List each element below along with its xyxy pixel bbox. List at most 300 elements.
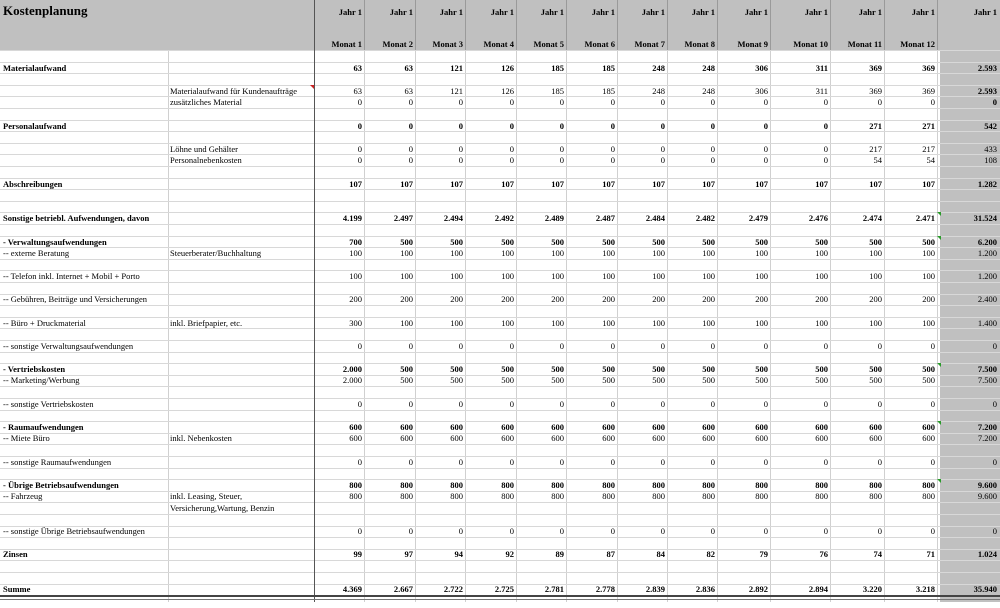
value-cell[interactable]: 2.894 bbox=[808, 584, 828, 594]
value-cell[interactable]: 248 bbox=[652, 86, 665, 96]
value-cell[interactable]: 0 bbox=[823, 144, 828, 154]
total-cell[interactable]: 1.282 bbox=[977, 179, 997, 189]
value-cell[interactable]: 0 bbox=[559, 144, 564, 154]
value-cell[interactable]: 0 bbox=[877, 97, 882, 107]
total-cell[interactable]: 7.500 bbox=[977, 364, 997, 374]
value-cell[interactable]: 300 bbox=[349, 318, 362, 328]
value-cell[interactable]: 100 bbox=[652, 318, 665, 328]
value-cell[interactable]: 100 bbox=[349, 271, 362, 281]
value-cell[interactable]: 0 bbox=[408, 155, 413, 165]
value-cell[interactable]: 800 bbox=[922, 480, 935, 490]
value-cell[interactable]: 0 bbox=[763, 457, 768, 467]
total-cell[interactable]: 9.600 bbox=[977, 491, 997, 501]
value-cell[interactable]: 100 bbox=[450, 271, 463, 281]
value-cell[interactable]: 600 bbox=[869, 422, 882, 432]
value-cell[interactable]: 2.476 bbox=[808, 213, 828, 223]
total-cell[interactable]: 0 bbox=[992, 526, 997, 536]
total-cell[interactable]: 2.593 bbox=[977, 63, 997, 73]
value-cell[interactable]: 500 bbox=[922, 375, 935, 385]
value-cell[interactable]: 500 bbox=[450, 364, 463, 374]
value-cell[interactable]: 2.836 bbox=[695, 584, 715, 594]
value-cell[interactable]: 248 bbox=[702, 63, 715, 73]
value-cell[interactable]: 185 bbox=[551, 86, 564, 96]
value-cell[interactable]: 107 bbox=[922, 179, 935, 189]
value-cell[interactable]: 121 bbox=[450, 86, 463, 96]
value-cell[interactable]: 2.474 bbox=[862, 213, 882, 223]
value-cell[interactable]: 100 bbox=[869, 271, 882, 281]
value-cell[interactable]: 107 bbox=[815, 179, 828, 189]
value-cell[interactable]: 100 bbox=[602, 271, 615, 281]
value-cell[interactable]: 0 bbox=[763, 341, 768, 351]
value-cell[interactable]: 600 bbox=[551, 433, 564, 443]
value-cell[interactable]: 0 bbox=[660, 399, 665, 409]
value-cell[interactable]: 0 bbox=[458, 399, 463, 409]
value-cell[interactable]: 100 bbox=[400, 271, 413, 281]
value-cell[interactable]: 600 bbox=[400, 422, 413, 432]
value-cell[interactable]: 0 bbox=[458, 121, 463, 131]
value-cell[interactable]: 600 bbox=[501, 422, 514, 432]
value-cell[interactable]: 0 bbox=[763, 144, 768, 154]
value-cell[interactable]: 2.778 bbox=[595, 584, 615, 594]
value-cell[interactable]: 369 bbox=[869, 63, 882, 73]
value-cell[interactable]: 0 bbox=[509, 121, 514, 131]
value-cell[interactable]: 600 bbox=[501, 433, 514, 443]
value-cell[interactable]: 0 bbox=[763, 155, 768, 165]
value-cell[interactable]: 369 bbox=[922, 63, 935, 73]
value-cell[interactable]: 74 bbox=[873, 549, 882, 559]
value-cell[interactable]: 600 bbox=[869, 433, 882, 443]
value-cell[interactable]: 63 bbox=[404, 86, 413, 96]
value-cell[interactable]: 200 bbox=[602, 294, 615, 304]
value-cell[interactable]: 500 bbox=[755, 375, 768, 385]
value-cell[interactable]: 600 bbox=[652, 433, 665, 443]
value-cell[interactable]: 600 bbox=[755, 433, 768, 443]
value-cell[interactable]: 100 bbox=[501, 271, 514, 281]
value-cell[interactable]: 79 bbox=[759, 549, 768, 559]
value-cell[interactable]: 0 bbox=[930, 399, 935, 409]
value-cell[interactable]: 800 bbox=[501, 491, 514, 501]
total-cell[interactable]: 35.940 bbox=[973, 584, 997, 594]
value-cell[interactable]: 0 bbox=[458, 341, 463, 351]
value-cell[interactable]: 100 bbox=[922, 318, 935, 328]
value-cell[interactable]: 0 bbox=[559, 341, 564, 351]
value-cell[interactable]: 126 bbox=[501, 86, 514, 96]
value-cell[interactable]: 369 bbox=[922, 86, 935, 96]
value-cell[interactable]: 0 bbox=[408, 97, 413, 107]
value-cell[interactable]: 800 bbox=[652, 480, 665, 490]
value-cell[interactable]: 0 bbox=[877, 341, 882, 351]
value-cell[interactable]: 500 bbox=[400, 237, 413, 247]
value-cell[interactable]: 306 bbox=[755, 63, 768, 73]
value-cell[interactable]: 4.369 bbox=[342, 584, 362, 594]
value-cell[interactable]: 97 bbox=[404, 549, 413, 559]
value-cell[interactable]: 217 bbox=[869, 144, 882, 154]
value-cell[interactable]: 800 bbox=[400, 480, 413, 490]
value-cell[interactable]: 0 bbox=[930, 457, 935, 467]
value-cell[interactable]: 121 bbox=[450, 63, 463, 73]
value-cell[interactable]: 800 bbox=[702, 491, 715, 501]
value-cell[interactable]: 248 bbox=[652, 63, 665, 73]
value-cell[interactable]: 126 bbox=[501, 63, 514, 73]
value-cell[interactable]: 0 bbox=[930, 97, 935, 107]
value-cell[interactable]: 0 bbox=[509, 144, 514, 154]
total-cell[interactable]: 1.200 bbox=[977, 248, 997, 258]
value-cell[interactable]: 800 bbox=[602, 480, 615, 490]
value-cell[interactable]: 311 bbox=[815, 86, 828, 96]
value-cell[interactable]: 100 bbox=[450, 248, 463, 258]
value-cell[interactable]: 107 bbox=[450, 179, 463, 189]
value-cell[interactable]: 100 bbox=[400, 248, 413, 258]
value-cell[interactable]: 500 bbox=[869, 375, 882, 385]
value-cell[interactable]: 107 bbox=[400, 179, 413, 189]
value-cell[interactable]: 500 bbox=[450, 237, 463, 247]
value-cell[interactable]: 200 bbox=[702, 294, 715, 304]
total-cell[interactable]: 108 bbox=[984, 155, 997, 165]
value-cell[interactable]: 600 bbox=[602, 422, 615, 432]
value-cell[interactable]: 100 bbox=[551, 248, 564, 258]
value-cell[interactable]: 0 bbox=[930, 341, 935, 351]
value-cell[interactable]: 500 bbox=[602, 375, 615, 385]
value-cell[interactable]: 200 bbox=[400, 294, 413, 304]
value-cell[interactable]: 2.497 bbox=[393, 213, 413, 223]
value-cell[interactable]: 600 bbox=[755, 422, 768, 432]
value-cell[interactable]: 0 bbox=[559, 97, 564, 107]
value-cell[interactable]: 0 bbox=[710, 155, 715, 165]
value-cell[interactable]: 94 bbox=[454, 549, 463, 559]
value-cell[interactable]: 200 bbox=[869, 294, 882, 304]
value-cell[interactable]: 0 bbox=[610, 121, 615, 131]
value-cell[interactable]: 185 bbox=[602, 63, 615, 73]
value-cell[interactable]: 0 bbox=[610, 526, 615, 536]
value-cell[interactable]: 0 bbox=[509, 155, 514, 165]
total-cell[interactable]: 7.200 bbox=[977, 422, 997, 432]
value-cell[interactable]: 500 bbox=[400, 364, 413, 374]
value-cell[interactable]: 0 bbox=[408, 526, 413, 536]
value-cell[interactable]: 600 bbox=[450, 433, 463, 443]
value-cell[interactable]: 0 bbox=[610, 155, 615, 165]
value-cell[interactable]: 107 bbox=[869, 179, 882, 189]
value-cell[interactable]: 0 bbox=[710, 144, 715, 154]
value-cell[interactable]: 800 bbox=[349, 491, 362, 501]
value-cell[interactable]: 200 bbox=[551, 294, 564, 304]
value-cell[interactable]: 185 bbox=[602, 86, 615, 96]
value-cell[interactable]: 500 bbox=[702, 375, 715, 385]
value-cell[interactable]: 2.471 bbox=[915, 213, 935, 223]
value-cell[interactable]: 600 bbox=[922, 422, 935, 432]
value-cell[interactable]: 107 bbox=[602, 179, 615, 189]
value-cell[interactable]: 500 bbox=[450, 375, 463, 385]
value-cell[interactable]: 185 bbox=[551, 63, 564, 73]
value-cell[interactable]: 100 bbox=[652, 271, 665, 281]
value-cell[interactable]: 700 bbox=[349, 237, 362, 247]
value-cell[interactable]: 500 bbox=[602, 364, 615, 374]
value-cell[interactable]: 600 bbox=[450, 422, 463, 432]
value-cell[interactable]: 63 bbox=[353, 63, 362, 73]
value-cell[interactable]: 0 bbox=[823, 399, 828, 409]
value-cell[interactable]: 100 bbox=[755, 271, 768, 281]
value-cell[interactable]: 0 bbox=[763, 526, 768, 536]
value-cell[interactable]: 0 bbox=[458, 144, 463, 154]
value-cell[interactable]: 0 bbox=[458, 155, 463, 165]
total-cell[interactable]: 0 bbox=[992, 399, 997, 409]
total-cell[interactable]: 2.400 bbox=[977, 294, 997, 304]
value-cell[interactable]: 500 bbox=[815, 364, 828, 374]
value-cell[interactable]: 500 bbox=[551, 375, 564, 385]
value-cell[interactable]: 500 bbox=[400, 375, 413, 385]
total-cell[interactable]: 7.500 bbox=[977, 375, 997, 385]
value-cell[interactable]: 100 bbox=[815, 318, 828, 328]
value-cell[interactable]: 2.489 bbox=[544, 213, 564, 223]
value-cell[interactable]: 0 bbox=[357, 144, 362, 154]
value-cell[interactable]: 0 bbox=[509, 341, 514, 351]
value-cell[interactable]: 2.479 bbox=[748, 213, 768, 223]
value-cell[interactable]: 63 bbox=[404, 63, 413, 73]
value-cell[interactable]: 800 bbox=[501, 480, 514, 490]
value-cell[interactable]: 0 bbox=[660, 97, 665, 107]
value-cell[interactable]: 0 bbox=[559, 399, 564, 409]
total-cell[interactable]: 9.600 bbox=[977, 480, 997, 490]
value-cell[interactable]: 2.667 bbox=[393, 584, 413, 594]
total-cell[interactable]: 31.524 bbox=[973, 213, 997, 223]
value-cell[interactable]: 200 bbox=[815, 294, 828, 304]
value-cell[interactable]: 100 bbox=[815, 248, 828, 258]
value-cell[interactable]: 76 bbox=[819, 549, 828, 559]
value-cell[interactable]: 500 bbox=[551, 364, 564, 374]
value-cell[interactable]: 800 bbox=[869, 491, 882, 501]
value-cell[interactable]: 100 bbox=[501, 318, 514, 328]
value-cell[interactable]: 2.487 bbox=[595, 213, 615, 223]
value-cell[interactable]: 100 bbox=[869, 248, 882, 258]
value-cell[interactable]: 0 bbox=[509, 399, 514, 409]
value-cell[interactable]: 500 bbox=[869, 237, 882, 247]
value-cell[interactable]: 0 bbox=[357, 341, 362, 351]
value-cell[interactable]: 0 bbox=[610, 341, 615, 351]
value-cell[interactable]: 200 bbox=[450, 294, 463, 304]
value-cell[interactable]: 500 bbox=[702, 237, 715, 247]
value-cell[interactable]: 800 bbox=[349, 480, 362, 490]
value-cell[interactable]: 500 bbox=[922, 364, 935, 374]
value-cell[interactable]: 600 bbox=[922, 433, 935, 443]
total-cell[interactable]: 2.593 bbox=[977, 86, 997, 96]
value-cell[interactable]: 2.494 bbox=[443, 213, 463, 223]
value-cell[interactable]: 0 bbox=[877, 526, 882, 536]
value-cell[interactable]: 107 bbox=[349, 179, 362, 189]
value-cell[interactable]: 71 bbox=[926, 549, 935, 559]
value-cell[interactable]: 800 bbox=[450, 491, 463, 501]
value-cell[interactable]: 100 bbox=[551, 271, 564, 281]
value-cell[interactable]: 107 bbox=[551, 179, 564, 189]
value-cell[interactable]: 800 bbox=[551, 491, 564, 501]
value-cell[interactable]: 100 bbox=[400, 318, 413, 328]
value-cell[interactable]: 0 bbox=[509, 457, 514, 467]
value-cell[interactable]: 2.839 bbox=[645, 584, 665, 594]
value-cell[interactable]: 0 bbox=[458, 526, 463, 536]
value-cell[interactable]: 2.000 bbox=[342, 364, 362, 374]
value-cell[interactable]: 0 bbox=[559, 457, 564, 467]
value-cell[interactable]: 0 bbox=[763, 97, 768, 107]
value-cell[interactable]: 0 bbox=[357, 457, 362, 467]
value-cell[interactable]: 0 bbox=[660, 457, 665, 467]
value-cell[interactable]: 0 bbox=[559, 155, 564, 165]
value-cell[interactable]: 2.492 bbox=[494, 213, 514, 223]
value-cell[interactable]: 107 bbox=[702, 179, 715, 189]
value-cell[interactable]: 0 bbox=[408, 399, 413, 409]
value-cell[interactable]: 0 bbox=[877, 457, 882, 467]
value-cell[interactable]: 500 bbox=[755, 237, 768, 247]
total-cell[interactable]: 1.024 bbox=[977, 549, 997, 559]
value-cell[interactable]: 500 bbox=[501, 237, 514, 247]
value-cell[interactable]: 2.725 bbox=[494, 584, 514, 594]
value-cell[interactable]: 0 bbox=[610, 97, 615, 107]
value-cell[interactable]: 369 bbox=[869, 86, 882, 96]
total-cell[interactable]: 7.200 bbox=[977, 433, 997, 443]
value-cell[interactable]: 100 bbox=[922, 271, 935, 281]
value-cell[interactable]: 100 bbox=[702, 248, 715, 258]
total-cell[interactable]: 1.200 bbox=[977, 271, 997, 281]
value-cell[interactable]: 100 bbox=[702, 318, 715, 328]
value-cell[interactable]: 0 bbox=[710, 457, 715, 467]
value-cell[interactable]: 2.722 bbox=[443, 584, 463, 594]
value-cell[interactable]: 500 bbox=[755, 364, 768, 374]
total-cell[interactable]: 542 bbox=[984, 121, 997, 131]
value-cell[interactable]: 0 bbox=[660, 526, 665, 536]
value-cell[interactable]: 0 bbox=[559, 526, 564, 536]
value-cell[interactable]: 3.218 bbox=[915, 584, 935, 594]
value-cell[interactable]: 54 bbox=[873, 155, 882, 165]
value-cell[interactable]: 0 bbox=[357, 121, 362, 131]
value-cell[interactable]: 600 bbox=[815, 422, 828, 432]
value-cell[interactable]: 500 bbox=[652, 375, 665, 385]
value-cell[interactable]: 800 bbox=[450, 480, 463, 490]
value-cell[interactable]: 0 bbox=[610, 399, 615, 409]
value-cell[interactable]: 600 bbox=[349, 433, 362, 443]
value-cell[interactable]: 800 bbox=[815, 491, 828, 501]
value-cell[interactable]: 89 bbox=[555, 549, 564, 559]
value-cell[interactable]: 0 bbox=[408, 121, 413, 131]
value-cell[interactable]: 2.482 bbox=[695, 213, 715, 223]
value-cell[interactable]: 0 bbox=[930, 526, 935, 536]
value-cell[interactable]: 4.199 bbox=[342, 213, 362, 223]
value-cell[interactable]: 0 bbox=[458, 457, 463, 467]
value-cell[interactable]: 600 bbox=[652, 422, 665, 432]
value-cell[interactable]: 600 bbox=[702, 433, 715, 443]
value-cell[interactable]: 0 bbox=[408, 144, 413, 154]
value-cell[interactable]: 800 bbox=[652, 491, 665, 501]
value-cell[interactable]: 82 bbox=[706, 549, 715, 559]
value-cell[interactable]: 100 bbox=[450, 318, 463, 328]
value-cell[interactable]: 0 bbox=[660, 121, 665, 131]
value-cell[interactable]: 600 bbox=[349, 422, 362, 432]
value-cell[interactable]: 200 bbox=[349, 294, 362, 304]
value-cell[interactable]: 248 bbox=[702, 86, 715, 96]
value-cell[interactable]: 500 bbox=[652, 237, 665, 247]
value-cell[interactable]: 800 bbox=[815, 480, 828, 490]
value-cell[interactable]: 500 bbox=[551, 237, 564, 247]
value-cell[interactable]: 500 bbox=[702, 364, 715, 374]
value-cell[interactable]: 0 bbox=[357, 97, 362, 107]
value-cell[interactable]: 87 bbox=[606, 549, 615, 559]
value-cell[interactable]: 2.892 bbox=[748, 584, 768, 594]
value-cell[interactable]: 0 bbox=[710, 526, 715, 536]
value-cell[interactable]: 500 bbox=[652, 364, 665, 374]
value-cell[interactable]: 0 bbox=[357, 155, 362, 165]
total-cell[interactable]: 6.200 bbox=[977, 237, 997, 247]
value-cell[interactable]: 0 bbox=[823, 121, 828, 131]
total-cell[interactable]: 433 bbox=[984, 144, 997, 154]
value-cell[interactable]: 800 bbox=[755, 491, 768, 501]
value-cell[interactable]: 0 bbox=[660, 341, 665, 351]
value-cell[interactable]: 200 bbox=[501, 294, 514, 304]
value-cell[interactable]: 800 bbox=[869, 480, 882, 490]
value-cell[interactable]: 100 bbox=[869, 318, 882, 328]
value-cell[interactable]: 100 bbox=[702, 271, 715, 281]
value-cell[interactable]: 0 bbox=[823, 457, 828, 467]
value-cell[interactable]: 92 bbox=[505, 549, 514, 559]
value-cell[interactable]: 107 bbox=[755, 179, 768, 189]
value-cell[interactable]: 100 bbox=[755, 248, 768, 258]
value-cell[interactable]: 800 bbox=[551, 480, 564, 490]
value-cell[interactable]: 271 bbox=[922, 121, 935, 131]
total-cell[interactable]: 0 bbox=[992, 341, 997, 351]
value-cell[interactable]: 0 bbox=[509, 526, 514, 536]
value-cell[interactable]: 500 bbox=[501, 364, 514, 374]
value-cell[interactable]: 0 bbox=[763, 121, 768, 131]
value-cell[interactable]: 600 bbox=[815, 433, 828, 443]
value-cell[interactable]: 306 bbox=[755, 86, 768, 96]
value-cell[interactable]: 100 bbox=[551, 318, 564, 328]
value-cell[interactable]: 600 bbox=[702, 422, 715, 432]
value-cell[interactable]: 100 bbox=[922, 248, 935, 258]
value-cell[interactable]: 0 bbox=[877, 399, 882, 409]
total-cell[interactable]: 0 bbox=[992, 97, 997, 107]
value-cell[interactable]: 0 bbox=[710, 121, 715, 131]
value-cell[interactable]: 200 bbox=[922, 294, 935, 304]
value-cell[interactable]: 500 bbox=[501, 375, 514, 385]
value-cell[interactable]: 0 bbox=[823, 97, 828, 107]
value-cell[interactable]: 0 bbox=[559, 121, 564, 131]
value-cell[interactable]: 0 bbox=[610, 457, 615, 467]
value-cell[interactable]: 500 bbox=[869, 364, 882, 374]
value-cell[interactable]: 0 bbox=[408, 457, 413, 467]
value-cell[interactable]: 600 bbox=[602, 433, 615, 443]
value-cell[interactable]: 800 bbox=[755, 480, 768, 490]
value-cell[interactable]: 99 bbox=[353, 549, 362, 559]
value-cell[interactable]: 84 bbox=[656, 549, 665, 559]
value-cell[interactable]: 0 bbox=[763, 399, 768, 409]
value-cell[interactable]: 0 bbox=[509, 97, 514, 107]
value-cell[interactable]: 63 bbox=[353, 86, 362, 96]
value-cell[interactable]: 0 bbox=[823, 526, 828, 536]
value-cell[interactable]: 0 bbox=[823, 341, 828, 351]
value-cell[interactable]: 0 bbox=[660, 144, 665, 154]
value-cell[interactable]: 0 bbox=[823, 155, 828, 165]
value-cell[interactable]: 600 bbox=[400, 433, 413, 443]
value-cell[interactable]: 0 bbox=[710, 341, 715, 351]
value-cell[interactable]: 200 bbox=[652, 294, 665, 304]
value-cell[interactable]: 107 bbox=[652, 179, 665, 189]
value-cell[interactable]: 2.484 bbox=[645, 213, 665, 223]
value-cell[interactable]: 500 bbox=[815, 237, 828, 247]
value-cell[interactable]: 100 bbox=[755, 318, 768, 328]
value-cell[interactable]: 100 bbox=[815, 271, 828, 281]
value-cell[interactable]: 500 bbox=[922, 237, 935, 247]
total-cell[interactable]: 0 bbox=[992, 457, 997, 467]
value-cell[interactable]: 100 bbox=[652, 248, 665, 258]
value-cell[interactable]: 2.781 bbox=[544, 584, 564, 594]
value-cell[interactable]: 2.000 bbox=[342, 375, 362, 385]
value-cell[interactable]: 0 bbox=[710, 97, 715, 107]
value-cell[interactable]: 100 bbox=[602, 318, 615, 328]
